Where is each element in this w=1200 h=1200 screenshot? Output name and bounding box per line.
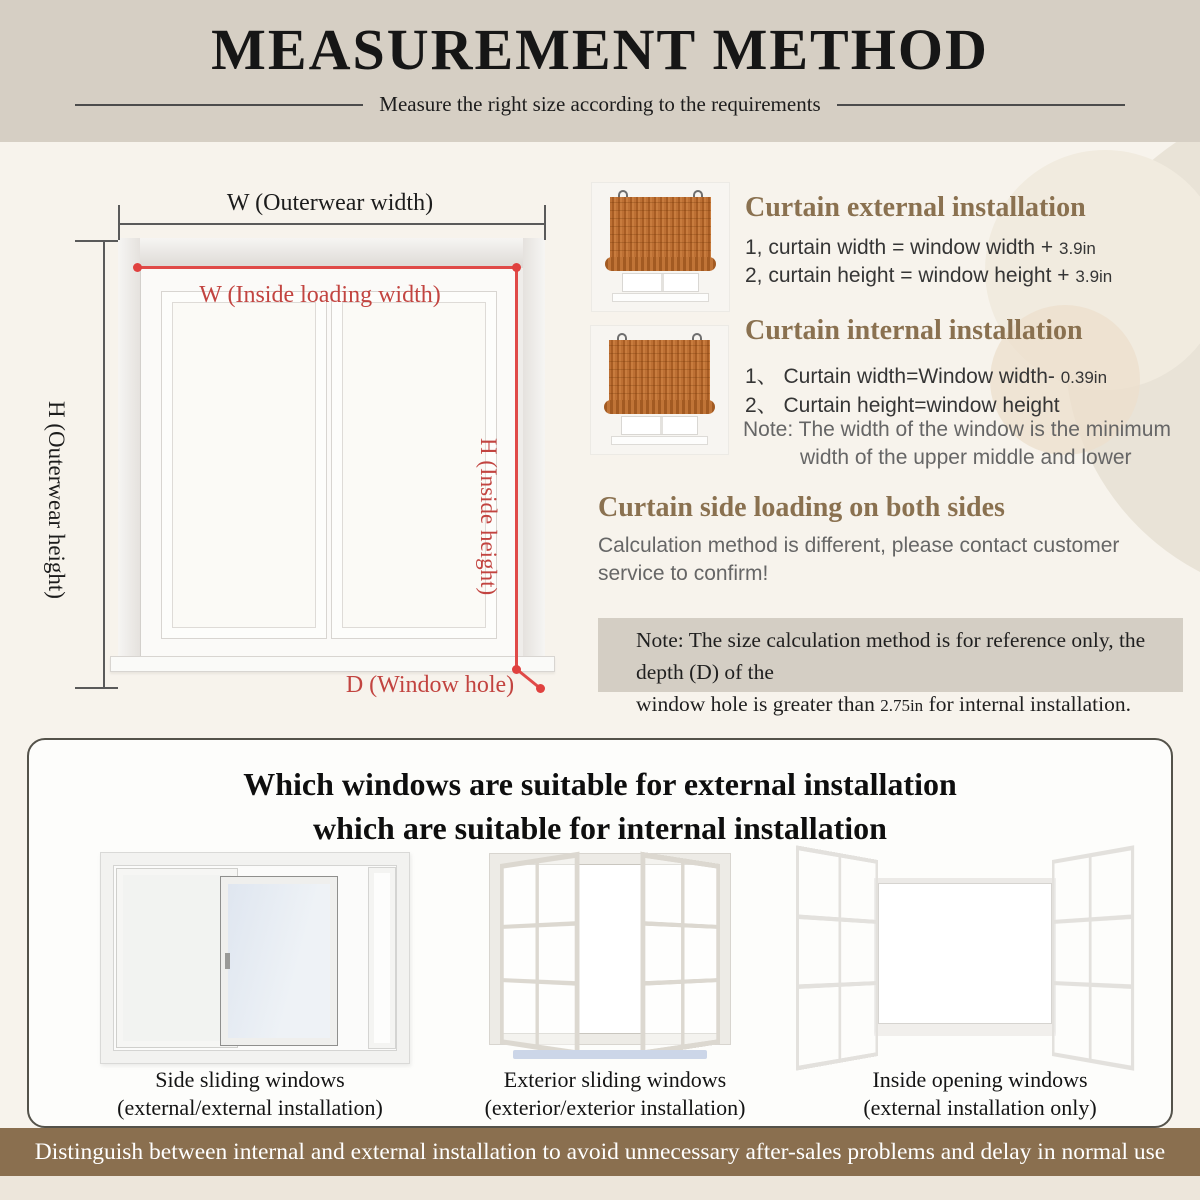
red-dot [512, 263, 521, 272]
side-loading-heading: Curtain side loading on both sides [598, 492, 1005, 523]
external-rule-2 [745, 264, 1112, 288]
page-subtitle: Measure the right size according to the requirements [379, 92, 821, 116]
header-band [0, 0, 1200, 142]
external-rule-2-text: 2, curtain height = window height + [745, 264, 1076, 287]
muntin [799, 981, 875, 989]
fixed-pane [117, 869, 237, 1047]
caption-line: Inside opening windows [872, 1067, 1088, 1092]
muntin [504, 978, 575, 985]
label-outerwear-height: H (Outerwear height) [44, 401, 69, 599]
reference-note-text [598, 618, 1183, 722]
side-frame-strip [369, 868, 395, 1048]
external-rule-2-value: 3.9in [1075, 267, 1113, 286]
sliding-pane [221, 877, 337, 1045]
reference-note-line-2 [636, 688, 1173, 722]
internal-rule-1 [745, 360, 1107, 390]
caption-inside-opening [790, 1066, 1170, 1122]
muntin [799, 915, 875, 924]
thumb-window-sill [611, 436, 708, 445]
internal-note-line-2: width of the upper middle and lower [800, 446, 1132, 469]
window-glass [342, 302, 486, 628]
red-inside-height-line [515, 266, 518, 670]
open-sash-right [1052, 845, 1134, 1070]
external-installation-heading: Curtain external installation [745, 192, 1086, 223]
label-inside-loading-width: W (Inside loading width) [199, 282, 441, 308]
side-sliding-window-illustration [100, 852, 410, 1064]
internal-note-line-1: Note: The width of the window is the minimum [743, 418, 1171, 441]
page-title: MEASUREMENT METHOD [211, 17, 989, 82]
open-sash-right [641, 852, 720, 1057]
thumb-window [621, 416, 698, 435]
bamboo-blind [609, 340, 710, 402]
internal-rule-1-value: 0.39in [1060, 368, 1108, 387]
window-jamb-top [118, 238, 545, 268]
reference-note-box [598, 618, 1183, 716]
muntin [838, 857, 841, 1059]
muntin [535, 863, 538, 1044]
reference-note-line-2-text: window hole is greater than [636, 692, 881, 716]
inside-opening-window-illustration [810, 852, 1120, 1064]
muntin [681, 863, 684, 1044]
dim-line-width [118, 223, 545, 225]
window-sill [110, 656, 555, 672]
window-glass [172, 302, 316, 628]
caption-line: Side sliding windows [155, 1067, 345, 1092]
subtitle-rule-left [75, 104, 363, 106]
thumb-window-sill [612, 293, 709, 302]
muntin [1089, 857, 1092, 1059]
panel-title-line-2: which are suitable for internal installation [313, 810, 887, 846]
dim-tick [75, 240, 118, 242]
thumb-window-bar [661, 274, 664, 291]
external-rule-1-text: 1, curtain width = window width + [745, 236, 1059, 259]
footer-notice-bar [0, 1128, 1200, 1176]
caption-line: Exterior sliding windows [503, 1067, 727, 1092]
red-dot [133, 263, 142, 272]
reference-note-line-1: Note: The size calculation method is for reference only, the depth (D) of the [636, 628, 1146, 684]
subtitle-rule-right [837, 104, 1125, 106]
reference-note-line-2-suffix: for internal installation. [923, 692, 1131, 716]
bamboo-blind [610, 197, 711, 259]
open-sash-left [500, 852, 579, 1057]
internal-rule-1-text: 1、 Curtain width=Window width- [745, 365, 1061, 388]
open-sash-left [796, 845, 878, 1070]
window-frame [874, 878, 1056, 1036]
side-loading-line-1: Calculation method is different, please contact customer [598, 534, 1120, 557]
caption-side-sliding [60, 1066, 440, 1122]
footer-notice-text: Distinguish between internal and external installation to avoid unnecessary after-sales problems and delay in normal use [34, 1139, 1166, 1165]
thumb-window [622, 273, 699, 292]
label-window-hole: D (Window hole) [345, 672, 515, 698]
thumb-window-bar [660, 417, 663, 434]
external-rule-1-value: 3.9in [1059, 239, 1096, 258]
dim-tick [118, 205, 120, 240]
reference-note-line-2-value: 2.75in [880, 696, 924, 715]
curtain-photo-internal [591, 326, 728, 454]
dim-line-height [103, 240, 105, 688]
caption-line: (external installation only) [863, 1095, 1097, 1120]
bottom-strip [0, 1176, 1200, 1200]
window-sill-bar [513, 1050, 707, 1059]
exterior-sliding-window-illustration [455, 852, 765, 1064]
bamboo-blind-roll [604, 400, 715, 414]
label-inside-height: H (Inside height) [476, 438, 501, 596]
red-inside-width-line [138, 266, 518, 269]
window-handle [225, 953, 230, 969]
dim-tick [544, 205, 546, 240]
side-loading-line-2: service to confirm! [598, 562, 769, 585]
external-rule-1 [745, 236, 1096, 260]
caption-line: (external/external installation) [117, 1095, 383, 1120]
caption-exterior-sliding [425, 1066, 805, 1122]
muntin [1054, 915, 1130, 924]
muntin [504, 921, 575, 929]
caption-line: (exterior/exterior installation) [484, 1095, 746, 1120]
internal-rule-2: 2、 Curtain height=window height [745, 394, 1060, 417]
subtitle-row [0, 92, 1200, 117]
internal-installation-heading: Curtain internal installation [745, 315, 1083, 346]
muntin [1054, 981, 1130, 989]
window-jamb-right [523, 238, 545, 672]
curtain-photo-external [592, 183, 729, 311]
window-sash-left [161, 291, 327, 639]
dim-tick [75, 687, 118, 689]
bamboo-blind-roll [605, 257, 716, 271]
red-dot [536, 684, 545, 693]
window-frame [140, 268, 518, 658]
label-outerwear-width: W (Outerwear width) [226, 190, 434, 216]
panel-title-line-1: Which windows are suitable for external installation [243, 766, 957, 802]
